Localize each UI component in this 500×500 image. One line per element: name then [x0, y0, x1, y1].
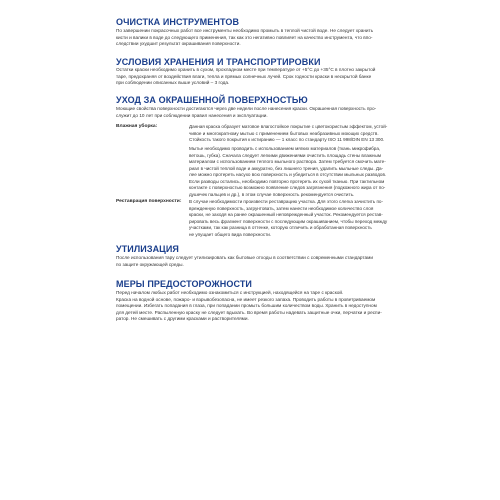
- wet-cleaning-label: Влажная уборка:: [116, 124, 158, 129]
- section-text-care-intro: Моющие свойства поверхности достигаются через две недели после нанесения краски. Окрашенная поверхность про- служит до 10 лет при соблюдении правил нанесения и эксплуатации.: [116, 106, 377, 118]
- section-title-storage: УСЛОВИЯ ХРАНЕНИЯ И ТРАНСПОРТИРОВКИ: [116, 57, 321, 67]
- section-text-cleaning: По завершении покрасочных работ все инструменты необходимо промыть в теплой чистой воде. Не следует хранить кисти и валики в воде до следующего применения, так как это негативно повлияет на качество инструмента, что впо- следствии ухудшит результат окрашивания поверхности.: [116, 28, 374, 46]
- wet-cleaning-text: Данная краска образует матовое влагостойкое покрытие с цветокористым эффектом, устой- чивое и многократному мытью с применением бытовых неабразивных моющих средств. Стойкость такого покрытия к истиранию — 1 класс по стандарту ISO 11 998/DIN EN 13 300.: [189, 124, 388, 142]
- section-title-cleaning: ОЧИСТКА ИНСТРУМЕНТОВ: [116, 17, 240, 27]
- section-title-disposal: УТИЛИЗАЦИЯ: [116, 244, 179, 254]
- wet-cleaning-text-2: Мытье необходимо проводить с использованием мягких материалов (ткань микрофибра, ветошь, губка). Сначала следует легкими движениями очистить площадь стены влажным материалом с использованием теплого мыльного раствора. Затем требуется смочить мате- риал в чистой теплой воде и аккуратно, без лишнего трения, удалить мыльные следы. Да- лее можно протереть насухо всю поверхность и убедиться в отсутствии мыльных разводов. Если разводы остались, необходимо повторно протереть их сухой тканью. При тактильном контакте с поверхностью возможно появление следов загрязнения (подкожного жира от по- душечек пальцев и др.), в этом случае поверхность рекомендуется очистить.: [189, 146, 387, 197]
- section-title-care: УХОД ЗА ОКРАШЕННОЙ ПОВЕРХНОСТЬЮ: [116, 95, 308, 105]
- section-text-disposal: После использования тару следует утилизировать как бытовые отходы в соответствии с современными стандартами по защите окружающей среды.: [116, 255, 373, 267]
- section-text-storage: Остатки краски необходимо хранить в сухом, прохладном месте при температуре от +5°С до +35°С в плотно закрытой таре, предохраняя от воздействия влаги, тепла и прямых солнечных лучей. Срок годности краски в нескрытой банке при соблюдении описанных выше условий – 3 года.: [116, 67, 376, 85]
- restoration-text: В случае необходимости произвести реставрацию участка. Для этого слегка зачистить по- врежденную поверхность, загрунтовать, затем нанести необходимое количество слоя краски, не заходя на ранее окрашенный неповрежденный участок. Рекомендуется рестав- рировать весь фрагмент поверхности с последующим окрашиванием, чтобы переход между участками, так как разница в оттенке, которую отличить и обработанная поверхность не упущает общего вида поверхности.: [189, 199, 388, 237]
- restoration-label: Реставрация поверхности:: [116, 199, 182, 204]
- section-title-precautions: МЕРЫ ПРЕДОСТОРОЖНОСТИ: [116, 279, 252, 289]
- section-text-precautions: Перед началом любых работ необходимо ознакомиться с инструкцией, находящейся на таре с краской. Краска на водной основе, пожаро- и взрывобезопасна, не имеет резкого запаха. Проводить работы в проветриваемом помещении. Избегать попадания в глаза, при попадании промыть большим количеством воды. Хранить в недоступном для детей месте. Распыленную краску не следует вдыхать. Во время работы надевать защитные очки, перчатки и респи- ратор. Не смешивать с другими красками и растворителями.: [116, 290, 382, 321]
